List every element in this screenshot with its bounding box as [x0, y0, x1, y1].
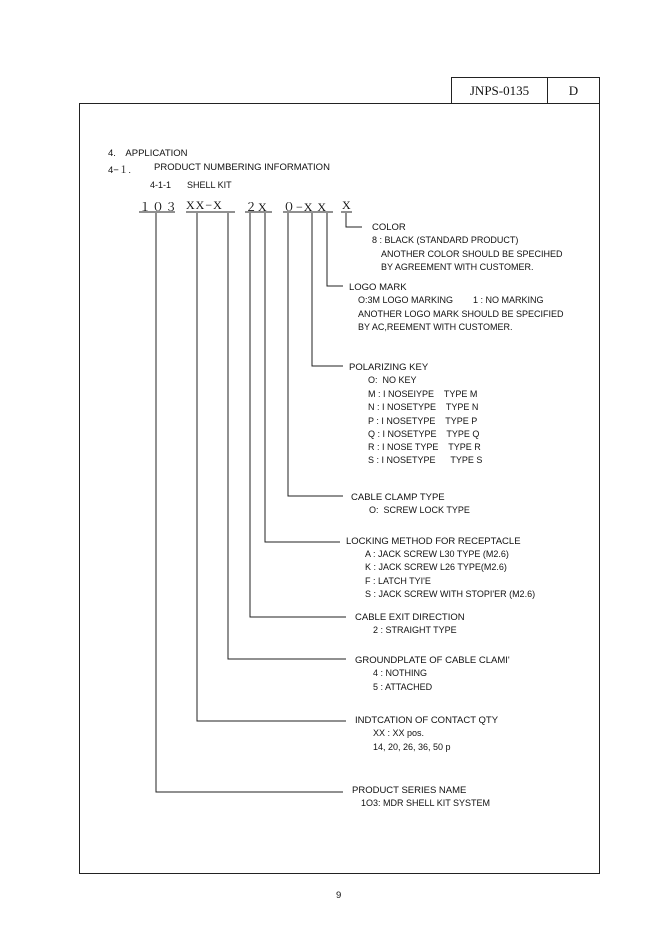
subsection-number: 4−１.: [108, 165, 131, 176]
locking-method-line-3: F : LATCH TYI'E: [365, 576, 431, 586]
part-code-clamp-key-logo: ０−X X: [283, 200, 328, 214]
revision-letter: D: [568, 82, 579, 98]
part-code-exit-locking: ２X: [245, 200, 268, 214]
product-series-line-1: 1O3: MDR SHELL KIT SYSTEM: [361, 798, 491, 808]
part-code-color: X: [342, 198, 352, 212]
locking-method-title: LOCKING METHOD FOR RECEPTACLE: [346, 536, 521, 547]
polarizing-key-line-7: S : I NOSETYPE TYPE S: [368, 455, 483, 465]
logo-mark-line-3: BY AC,REEMENT WITH CUSTOMER.: [358, 322, 513, 332]
subsubsection-number: 4-1-1: [150, 180, 172, 190]
subsubsection-title: SHELL KIT: [187, 180, 232, 190]
section-title: 4. APPLICATION: [108, 148, 188, 159]
polarizing-key-line-6: R : I NOSE TYPE TYPE R: [368, 442, 481, 452]
page-number: 9: [336, 890, 342, 901]
polarizing-key-title: POLARIZING KEY: [349, 362, 429, 373]
color-line-2: ANOTHER COLOR SHOULD BE SPECIHED: [381, 249, 563, 259]
document-number: JNPS-0135: [452, 78, 548, 103]
groundplate-line-1: 4 : NOTHING: [373, 668, 428, 678]
color-title: COLOR: [372, 222, 406, 233]
part-code-contacts-ground: XX−X: [186, 198, 223, 212]
polarizing-key-line-2: M : I NOSEIYPE TYPE M: [368, 389, 478, 399]
polarizing-key-line-5: Q : I NOSETYPE TYPE Q: [368, 429, 480, 439]
contact-qty-title: INDTCATION OF CONTACT QTY: [355, 715, 499, 726]
color-line-3: BY AGREEMENT WITH CUSTOMER.: [381, 262, 534, 272]
locking-method-line-1: A : JACK SCREW L30 TYPE (M2.6): [365, 549, 509, 559]
logo-mark-line-2: ANOTHER LOGO MARK SHOULD BE SPECIFIED: [358, 309, 564, 319]
cable-exit-direction-title: CABLE EXIT DIRECTION: [355, 612, 465, 623]
color-line-1: 8 : BLACK (STANDARD PRODUCT): [372, 235, 519, 245]
contact-qty-line-1: XX : XX pos.: [373, 728, 425, 738]
cable-clamp-type-title: CABLE CLAMP TYPE: [351, 492, 445, 503]
polarizing-key-line-1: O: NO KEY: [368, 375, 417, 385]
part-code-series: １０３: [139, 200, 179, 214]
locking-method-line-4: S : JACK SCREW WITH STOPI'ER (M2.6): [365, 589, 536, 599]
subsection-title: PRODUCT NUMBERING INFORMATION: [154, 162, 330, 173]
contact-qty-line-2: 14, 20, 26, 36, 50 p: [373, 742, 451, 752]
groundplate-title: GROUNDPLATE OF CABLE CLAMI': [355, 655, 510, 666]
locking-method-line-2: K : JACK SCREW L26 TYPE(M2.6): [365, 562, 507, 572]
product-series-title: PRODUCT SERIES NAME: [352, 785, 467, 796]
polarizing-key-line-4: P : I NOSETYPE TYPE P: [368, 416, 478, 426]
polarizing-key-line-3: N : I NOSETYPE TYPE N: [368, 402, 479, 412]
logo-mark-title: LOGO MARK: [349, 282, 407, 293]
cable-clamp-type-line-1: O: SCREW LOCK TYPE: [369, 505, 470, 515]
logo-mark-line-1: O:3M LOGO MARKING 1 : NO MARKING: [358, 295, 544, 305]
cable-exit-direction-line-1: 2 : STRAIGHT TYPE: [373, 625, 457, 635]
groundplate-line-2: 5 : ATTACHED: [373, 682, 433, 692]
